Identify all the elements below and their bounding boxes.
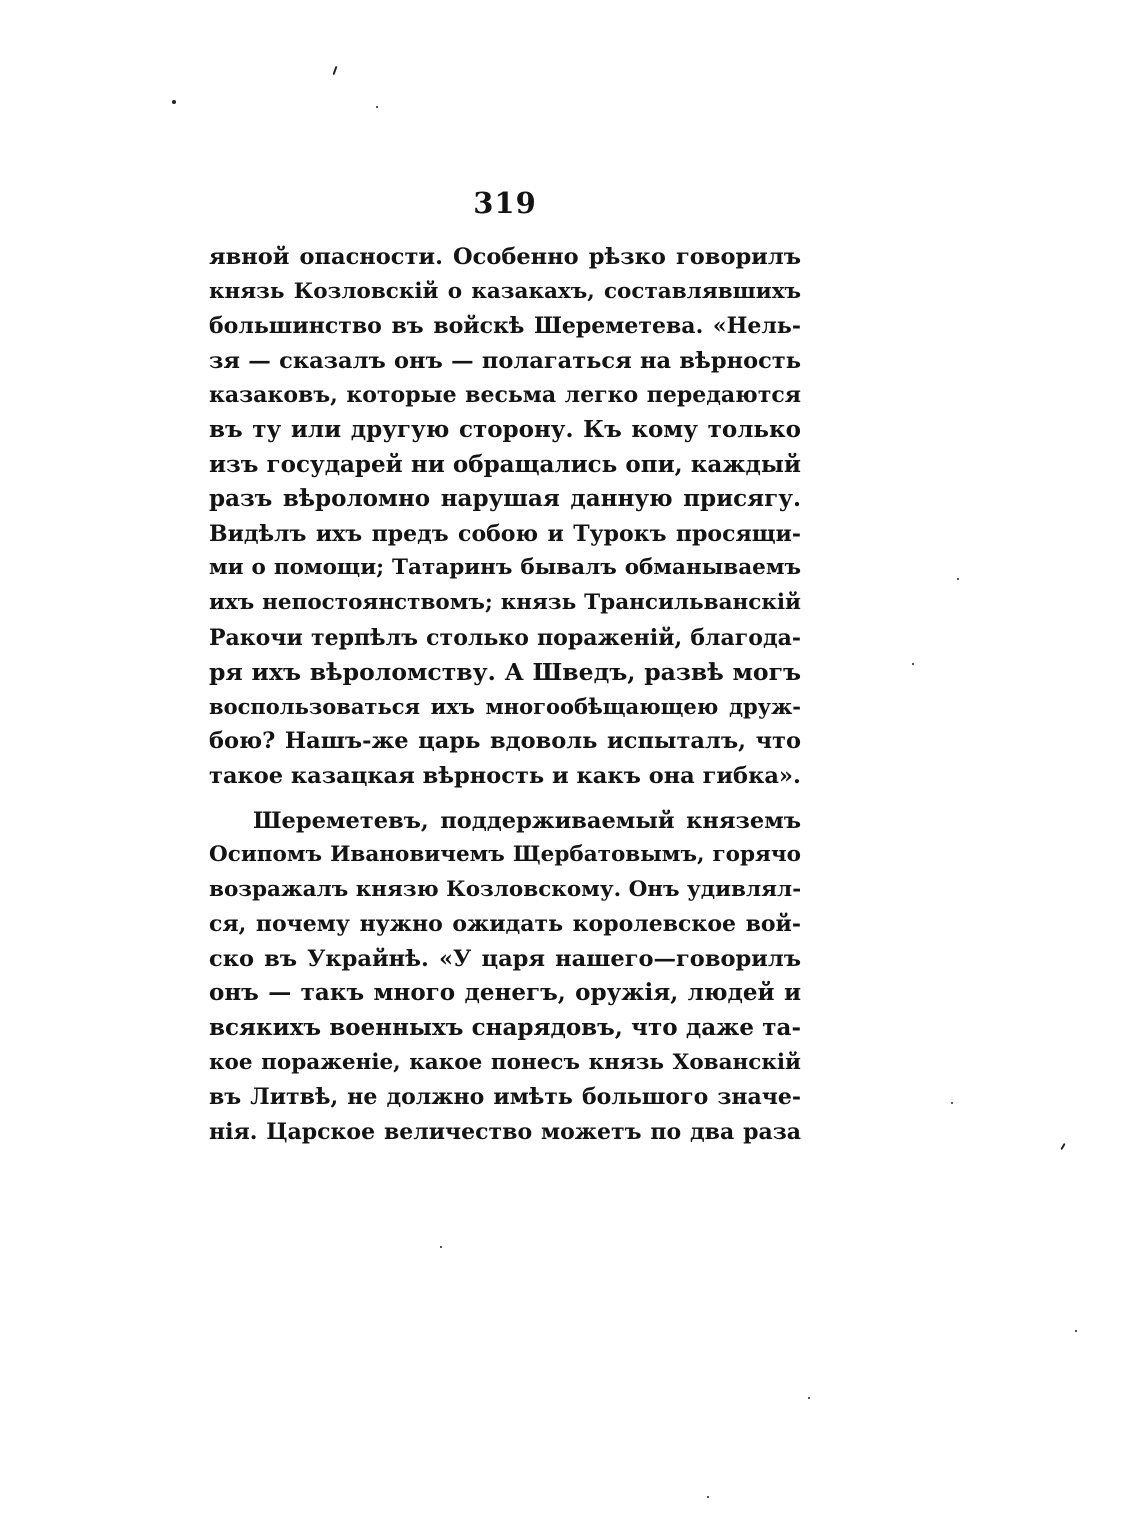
text-line: кое пораженіе, какое понесъ князь Хованскій	[209, 1049, 801, 1075]
page-number: 319	[473, 186, 537, 220]
text-line: воспользоваться ихъ многообѣщающею друж-	[209, 693, 801, 719]
scan-speck	[808, 1397, 810, 1399]
scan-speck	[957, 578, 959, 580]
scan-speck	[333, 66, 338, 75]
text-line: ми о помощи; Татаринъ бывалъ обманываемъ	[209, 555, 801, 581]
text-line: князь Козловскій о казакахъ, составлявшихъ	[209, 278, 801, 304]
text-line: онъ — такъ много денегъ, оружія, людей и	[209, 979, 801, 1007]
scan-speck	[951, 1102, 953, 1104]
text-line: всякихъ военныхъ снарядовъ, что даже та-	[209, 1014, 801, 1042]
scan-speck	[912, 663, 914, 665]
text-line: казаковъ, которые весьма легко передаются	[209, 382, 801, 409]
scan-speck	[1060, 1143, 1065, 1150]
text-line: въ ту или другую сторону. Къ кому только	[209, 415, 801, 443]
text-line: въ Литвѣ, не должно имѣть большого значе-	[209, 1084, 801, 1111]
paragraph-2	[209, 804, 801, 1150]
text-line: изъ государей ни обращались опи, каждый	[209, 450, 801, 478]
text-line: бою? Нашъ-же царь вдоволь испыталъ, что	[209, 728, 801, 755]
scan-speck	[376, 106, 378, 108]
text-line: ря ихъ вѣроломству. А Шведъ, развѣ могъ	[209, 658, 801, 687]
scan-speck	[707, 1496, 709, 1498]
text-line: такое казацкая вѣрность и какъ она гибка».	[209, 762, 801, 789]
text-line: ско въ Украйнѣ. «У царя нашего—говорилъ	[209, 945, 801, 972]
text-line: ихъ непостоянствомъ; князь Трансильванскій	[209, 589, 801, 615]
paragraph-1	[209, 240, 801, 794]
text-line: явной опасности. Особенно рѣзко говорилъ	[209, 244, 801, 270]
text-line: большинство въ войскѣ Шереметева. «Нель-	[209, 313, 801, 340]
scan-speck	[172, 100, 176, 104]
text-line: Видѣлъ ихъ предъ собою и Турокъ просящи-	[209, 520, 801, 547]
text-line: возражалъ князю Козловскому. Онъ удивлял-	[209, 876, 802, 902]
text-line: Шереметевъ, поддерживаемый княземъ	[253, 807, 801, 834]
text-line: нія. Царское величество можетъ по два раза	[209, 1118, 801, 1145]
text-line: зя — сказалъ онъ — полагаться на вѣрность	[209, 347, 801, 374]
body-text	[209, 240, 801, 1149]
scan-speck	[440, 1246, 442, 1248]
text-line: разъ вѣроломно нарушая данную присягу.	[209, 485, 801, 513]
text-line: ся, почему нужно ожидать королевское вой-	[209, 911, 801, 938]
text-line: Осипомъ Ивановичемъ Щербатовымъ, горячо	[209, 842, 801, 868]
scan-speck	[1075, 1330, 1077, 1332]
paragraph-gap	[209, 794, 801, 804]
text-line: Ракочи терпѣлъ столько пораженій, благода-	[209, 624, 801, 651]
